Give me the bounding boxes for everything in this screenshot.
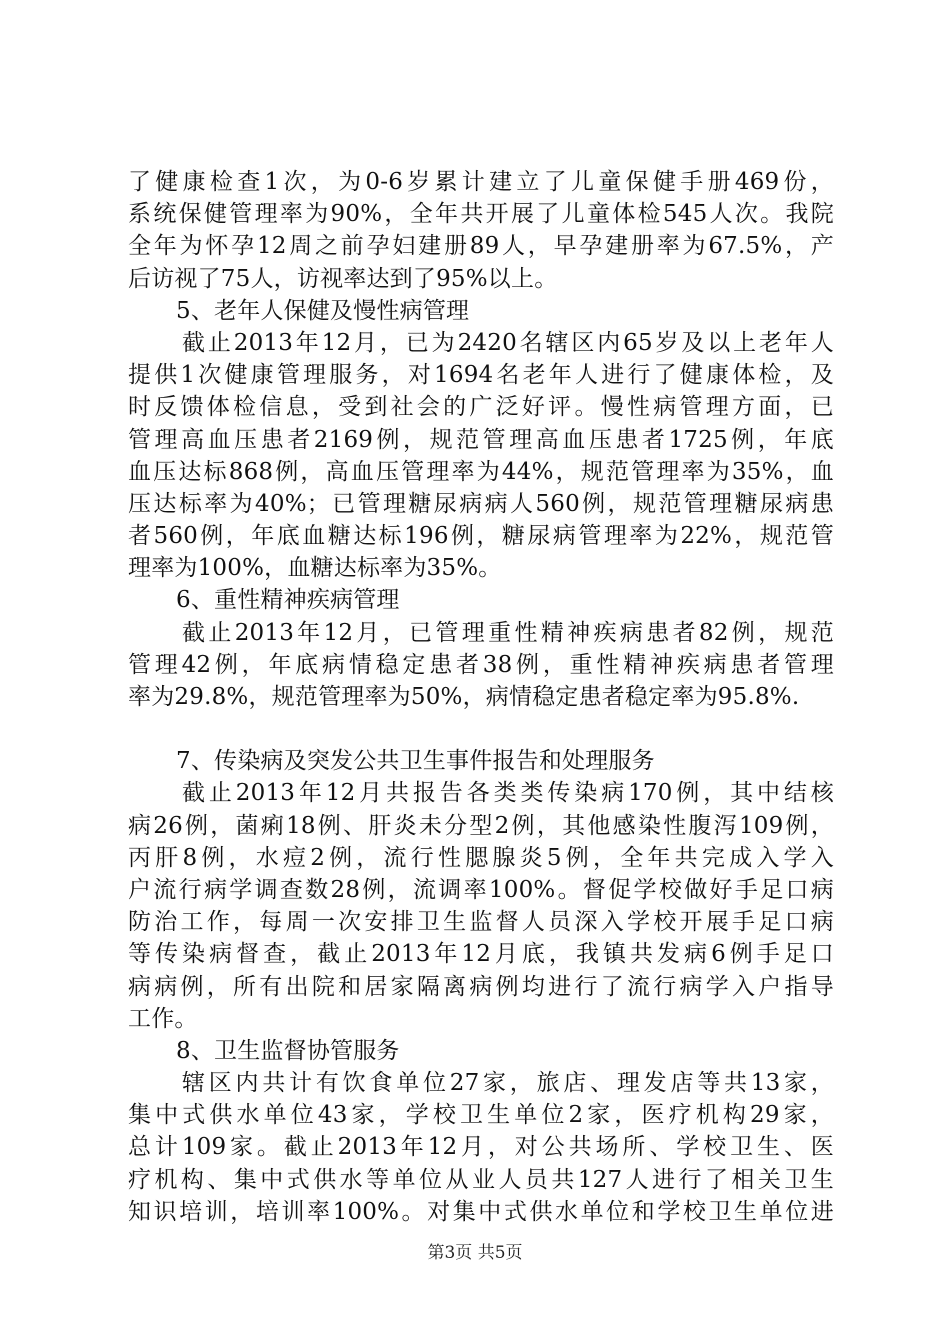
- paragraph-line: 防治工作，每周一次安排卫生监督人员深入学校开展手足口病: [128, 909, 834, 936]
- paragraph-line: 截止2013年12月，已管理重性精神疾病患者82例，规范: [182, 619, 834, 646]
- paragraph-line: 等传染病督查，截止2013年12月底，我镇共发病6例手足口: [128, 941, 834, 968]
- page-number-footer: 第3页 共5页: [427, 1243, 523, 1263]
- paragraph-line: 管理42例，年底病情稳定患者38例，重性精神疾病患者管理: [128, 651, 834, 678]
- section-heading-elderly-care: 5、老年人保健及慢性病管理: [176, 297, 470, 324]
- paragraph-line: 者560例，年底血糖达标196例，糖尿病管理率为22%，规范管: [128, 523, 834, 550]
- paragraph-line: 病26例，菌痢18例、肝炎未分型2例，其他感染性腹泻109例，: [128, 812, 834, 839]
- blank-line: [128, 713, 834, 745]
- paragraph-line: 集中式供水单位43家，学校卫生单位2家，医疗机构29家，: [128, 1102, 834, 1129]
- paragraph-line: 全年为怀孕12周之前孕妇建册89人，早孕建册率为67.5%，产: [128, 233, 834, 260]
- paragraph-line: 压达标率为40%；已管理糖尿病病人560例，规范管理糖尿病患: [128, 490, 834, 517]
- paragraph-line: 知识培训，培训率100%。对集中式供水单位和学校卫生单位进: [128, 1198, 834, 1225]
- section-heading-health-supervision: 8、卫生监督协管服务: [176, 1037, 400, 1064]
- section-heading-mental-illness: 6、重性精神疾病管理: [176, 587, 400, 614]
- paragraph-line: 理率为100%，血糖达标率为35%。: [128, 555, 502, 582]
- paragraph-line: 截止2013年12月共报告各类类传染病170例，其中结核: [182, 780, 834, 807]
- paragraph-line: 后访视了75人，访视率达到了95%以上。: [128, 265, 558, 292]
- paragraph-line: 截止2013年12月，已为2420名辖区内65岁及以上老年人: [182, 329, 834, 356]
- paragraph-line: 户流行病学调查数28例，流调率100%。督促学校做好手足口病: [128, 876, 834, 903]
- paragraph-line: 丙肝8例，水痘2例，流行性腮腺炎5例，全年共完成入学入: [128, 844, 834, 871]
- paragraph-line: 率为29.8%，规范管理率为50%，病情稳定患者稳定率为95.8%.: [128, 684, 800, 710]
- paragraph-line: 总计109家。截止2013年12月，对公共场所、学校卫生、医: [128, 1134, 834, 1161]
- paragraph-line: 疗机构、集中式供水等单位从业人员共127人进行了相关卫生: [128, 1166, 834, 1193]
- paragraph-line: 辖区内共计有饮食单位27家，旅店、理发店等共13家，: [182, 1070, 834, 1097]
- section-heading-infectious-disease: 7、传染病及突发公共卫生事件报告和处理服务: [176, 748, 655, 775]
- paragraph-line: 了健康检查1次，为0-6岁累计建立了儿童保健手册469份，: [128, 169, 834, 195]
- paragraph-line: 时反馈体检信息，受到社会的广泛好评。慢性病管理方面，已: [128, 394, 834, 421]
- paragraph-line: 血压达标868例，高血压管理率为44%，规范管理率为35%，血: [128, 458, 834, 485]
- document-body: [128, 166, 834, 1228]
- paragraph-line: 病病例，所有出院和居家隔离病例均进行了流行病学入户指导: [128, 973, 834, 1000]
- paragraph-line: 管理高血压患者2169例，规范管理高血压患者1725例，年底: [128, 426, 834, 453]
- paragraph-line: 系统保健管理率为90%，全年共开展了儿童体检545人次。我院: [128, 201, 834, 228]
- paragraph-line: 提供1次健康管理服务，对1694名老年人进行了健康体检，及: [128, 362, 834, 389]
- paragraph-line: 工作。: [128, 1005, 198, 1032]
